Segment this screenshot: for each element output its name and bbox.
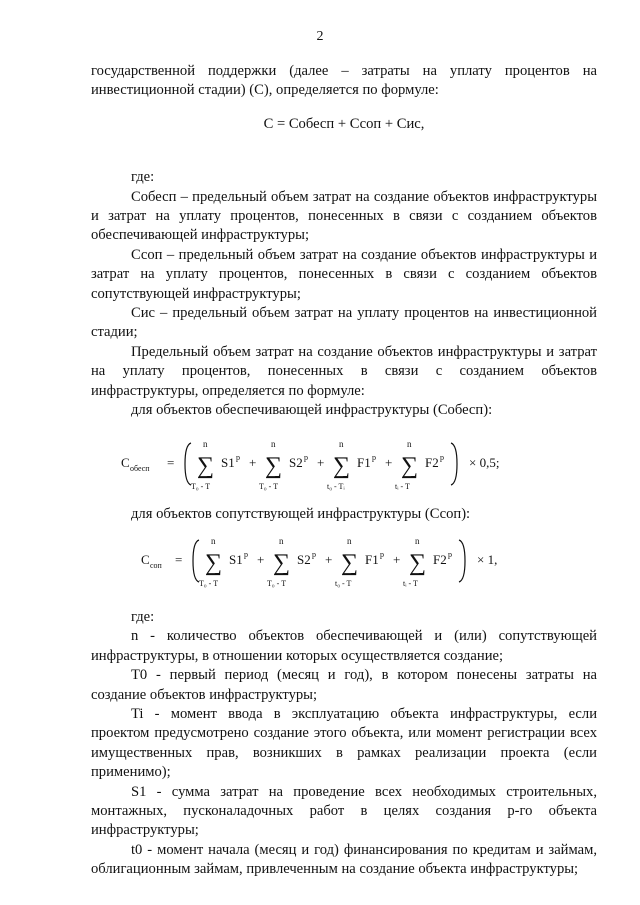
sigma-icon: ∑ (205, 549, 223, 576)
formula-sop-tail: × 1, (477, 551, 498, 567)
definition-sobesp: Собесп – предельный объем затрат на создание объектов инфраструктуры и затрат на уплату процентов, понесенных в связи с созданием объектов обеспечивающей инфраструктуры; (91, 188, 597, 244)
sum-upper: n (339, 438, 344, 449)
formula-sop-lhs-sub: соп (150, 560, 162, 570)
sup: p (244, 549, 248, 559)
formula-obesp-svg (91, 429, 597, 499)
sup: p (440, 452, 444, 462)
sum-lower: T₀ - T (199, 578, 219, 588)
document-body (91, 62, 597, 880)
where-label: где: (131, 169, 155, 186)
sigma-icon: ∑ (401, 452, 419, 479)
term-f1: F1 (365, 551, 379, 567)
term-s1: S1 (229, 551, 243, 567)
sum-lower: T₀ - T (259, 481, 279, 491)
term-s2: S2 (289, 454, 303, 470)
right-brace-icon (459, 540, 465, 582)
definition-s1: S1 - сумма затрат на проведение всех необходимых строительных, монтажных, пусконаладочных работ в целях создания p-го объекта инфраструктуры; (91, 783, 597, 839)
plus: + (257, 551, 265, 567)
sum-lower: t₀ - Tᵢ (327, 481, 345, 491)
formula-obesp-lhs: C (121, 454, 130, 470)
term-s1: S1 (221, 454, 235, 470)
definition-n: n - количество объектов обеспечивающей и (или) сопутствующей инфраструктуры, в отношении которых осуществляется создание; (91, 628, 597, 664)
definition-t0-small: t0 - момент начала (месяц и год) финансирования по кредитам и займам, облигационным займам, привлеченным на создание объекта инфраструктуры; (91, 841, 597, 878)
term-f2: F2 (425, 454, 439, 470)
sup: p (304, 452, 308, 462)
sum-upper: n (211, 535, 216, 546)
right-brace-icon (451, 443, 457, 485)
formula-obesp-lhs-sub: обесп (130, 463, 150, 473)
sup: p (372, 452, 376, 462)
sum-lower: T₀ - T (267, 578, 287, 588)
sup: p (236, 452, 240, 462)
sup: p (448, 549, 452, 559)
sum-upper: n (347, 535, 352, 546)
sum-lower: tᵢ - T (403, 578, 418, 588)
sigma-icon: ∑ (409, 549, 427, 576)
sum-upper: n (415, 535, 420, 546)
left-brace-icon (185, 443, 191, 485)
sigma-icon: ∑ (197, 452, 215, 479)
sum-upper: n (271, 438, 276, 449)
definition-sis: Сис – предельный объем затрат на уплату процентов на инвестиционной стадии; (91, 305, 597, 341)
plus: + (385, 454, 393, 470)
definition-t0: T0 - первый период (месяц и год), в котором понесены затраты на создание объектов инфраструктуры; (91, 667, 597, 703)
sigma-icon: ∑ (265, 452, 283, 479)
sup: p (312, 549, 316, 559)
left-brace-icon (193, 540, 199, 582)
paragraph-limit: Предельный объем затрат на создание объектов инфраструктуры и затрат на уплату процентов, понесенных в связи с созданием объектов инфраструктуры, определяется по формуле: (91, 343, 597, 399)
sum-upper: n (279, 535, 284, 546)
sigma-icon: ∑ (273, 549, 291, 576)
formula-sop-eq: = (175, 551, 183, 567)
definition-ti: Ti - момент ввода в эксплуатацию объекта инфраструктуры, если проектом предусмотрено создание этого объекта, или момент регистрации всех имущественных прав, возникших в рамках реализации проекта (если применимо); (91, 705, 597, 781)
sum-upper: n (407, 438, 412, 449)
formula-obesp-tail: × 0,5; (469, 454, 500, 470)
term-f2: F2 (433, 551, 447, 567)
formula-obesp (91, 429, 597, 499)
sum-upper: n (203, 438, 208, 449)
sigma-icon: ∑ (333, 452, 351, 479)
caption-obesp: для объектов обеспечивающей инфраструктуры (Собесп): (131, 402, 493, 419)
plus: + (325, 551, 333, 567)
term-f1: F1 (357, 454, 371, 470)
formula-sop-lhs: C (141, 551, 150, 567)
sum-lower: T₀ - T (191, 481, 211, 491)
plus: + (393, 551, 401, 567)
caption-sop: для объектов сопутствующей инфраструктуры (Ссоп): (131, 505, 471, 522)
sum-lower: tᵢ - T (395, 481, 410, 491)
page-number: 2 (316, 29, 324, 44)
formula-sop-svg (91, 532, 597, 602)
plus: + (317, 454, 325, 470)
formula-sop (91, 532, 597, 602)
plus: + (249, 454, 257, 470)
sigma-icon: ∑ (341, 549, 359, 576)
where-label-2: где: (131, 608, 155, 625)
definition-ssop: Ссоп – предельный объем затрат на создание объектов инфраструктуры и затрат на уплату процентов, понесенных в связи с созданием объектов сопутствующей инфраструктуры; (91, 246, 597, 302)
paragraph-intro: государственной поддержки (далее – затраты на уплату процентов на инвестиционной стадии) (С), определяется по формуле: (91, 63, 597, 99)
term-s2: S2 (297, 551, 311, 567)
formula-main: С = Собесп + Ссоп + Сис, (263, 115, 425, 132)
sum-lower: t₀ - T (335, 578, 352, 588)
formula-obesp-eq: = (167, 454, 175, 470)
sup: p (380, 549, 384, 559)
